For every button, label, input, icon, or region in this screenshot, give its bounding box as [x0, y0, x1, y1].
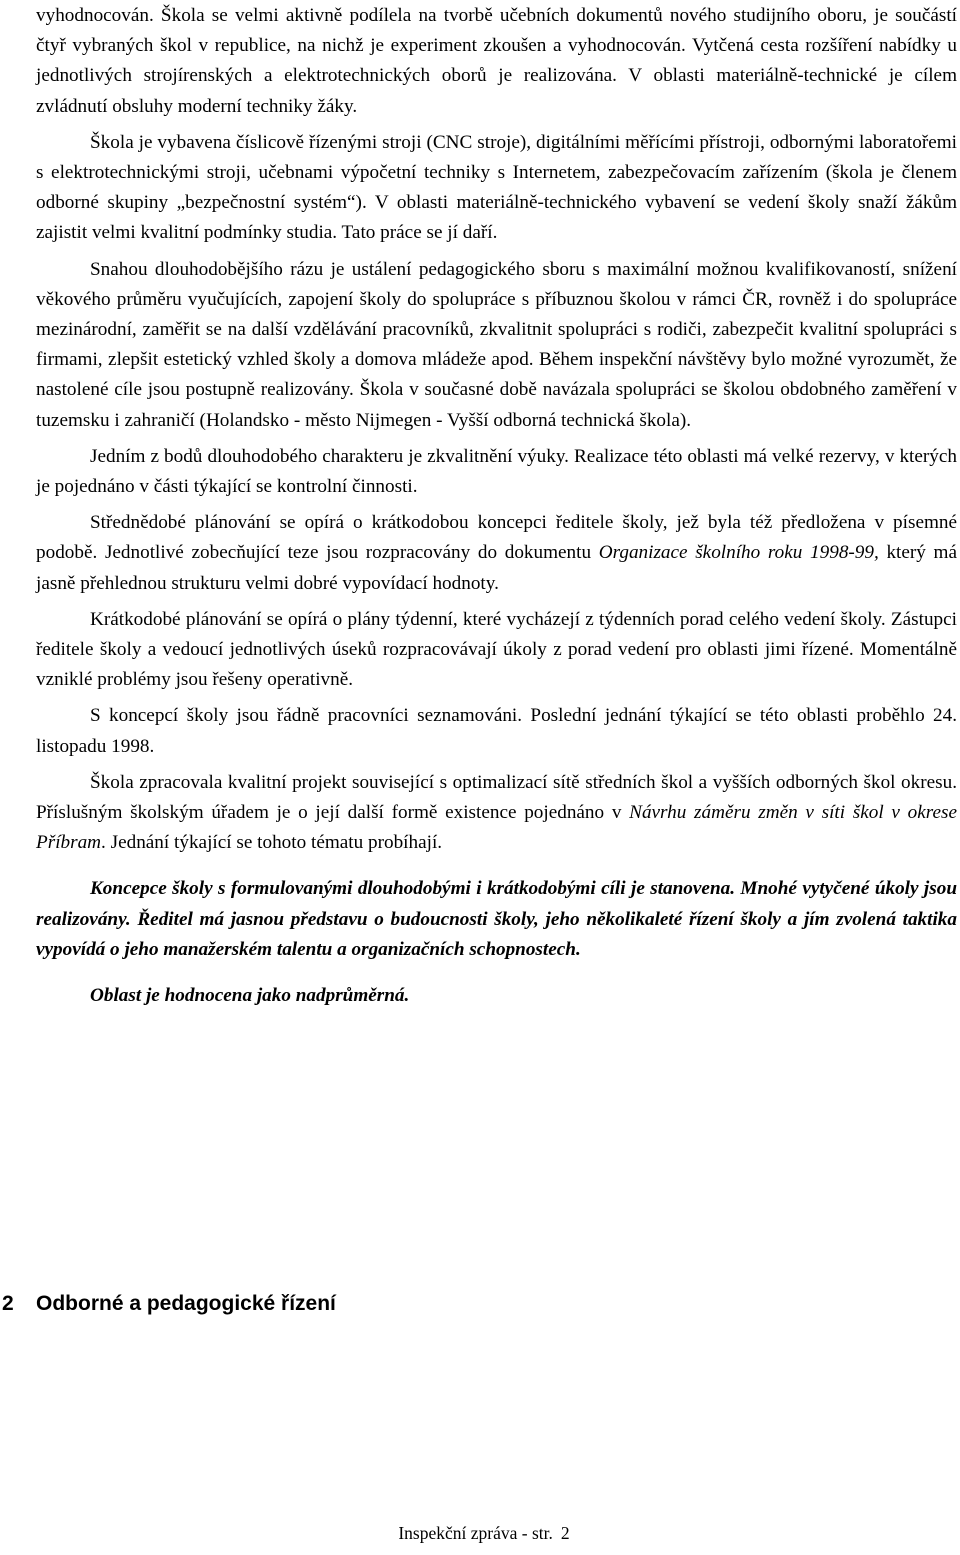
paragraph-text: Střednědobé plánování se opírá o krátkodobou koncepci ředitele školy, jež byla též předložena v písemné podobě. Jednotlivé zobecňující teze jsou rozpracovány do dokumentu [36, 512, 957, 564]
document-page [36, 0, 957, 1011]
page-number: 2 [560, 1523, 570, 1543]
paragraph: Škola je vybavena číslicově řízenými stroji (CNC stroje), digitálními měřícími přístroji, odbornými laboratořemi s elektrotechnickými stroji, učebnami výpočetní techniky s Internetem, zabezpečovacím zařízením (škola je členem odborné skupiny „bezpečnostní systém“). V oblasti materiálně-technického vybavení se vedení školy snaží žákům zajistit velmi kvalitní podmínky studia. Tato práce se jí daří. [36, 131, 957, 244]
paragraph-text: . Jednání týkající se tohoto tématu probíhají. [101, 832, 443, 854]
paragraph: Jedním z bodů dlouhodobého charakteru je zkvalitnění výuky. Realizace této oblasti má velké rezervy, v kterých je pojednáno v části týkající se kontrolní činnosti. [36, 445, 957, 498]
section-title: Odborné a pedagogické řízení [36, 1292, 336, 1315]
document-title-italic: Organizace školního roku 1998-99, [598, 542, 879, 564]
conclusion-paragraph: Koncepce školy s formulovanými dlouhodobými i krátkodobými cíli je stanovena. Mnohé vytyčené úkoly jsou realizovány. Ředitel má jasnou představu o budoucnosti školy, jeho několikaleté řízení školy a jím zvolená taktika vypovídá o jeho manažerském talentu a organizačních schopnostech. [36, 878, 957, 960]
page-footer [0, 1523, 960, 1544]
paragraph: Snahou dlouhodobějšího rázu je ustálení pedagogického sboru s maximální možnou kvalifikovaností, snížení věkového průměru vyučujících, zapojení školy do spolupráce s příbuznou školou v rámci ČR, rovněž i do spolupráce mezinárodní, zaměřit se na další vzdělávání pracovníků, zkvalitnit spolupráci s rodiči, zabezpečit kvalitní spolupráci s firmami, zlepšit estetický vzhled školy a domova mládeže apod. Během inspekční návštěvy bylo možné vyrozumět, že nastolené cíle jsou postupně realizovány. Škola v současné době navázala spolupráci se školou obdobného zaměření v tuzemsku i zahraničí (Holandsko - město Nijmegen - Vyšší odborná technická škola). [36, 258, 957, 431]
paragraph-text: který má jasně přehlednou strukturu velmi dobré vypovídací hodnoty. [36, 542, 957, 594]
document-title-italic: Návrhu záměru změn v síti škol v okrese Příbram [36, 802, 957, 854]
paragraph-text: Škola zpracovala kvalitní projekt související s optimalizací sítě středních škol a vyšších odborných škol okresu. Příslušným školským úřadem je o její další formě existence pojednáno v [36, 771, 957, 824]
evaluation-paragraph: Oblast je hodnocena jako nadprůměrná. [90, 985, 410, 1007]
section-heading [2, 1292, 336, 1316]
paragraph [36, 508, 957, 599]
paragraph [36, 768, 957, 859]
paragraph: Krátkodobé plánování se opírá o plány týdenní, které vycházejí z týdenních porad celého vedení školy. Zástupci ředitele školy a vedoucí jednotlivých úseků rozpracovávají úkoly z porad vedení pro oblasti jimi řízené. Momentálně vzniklé problémy jsou řešeny operativně. [36, 608, 957, 691]
section-number: 2 [2, 1292, 14, 1315]
footer-label: Inspekční zpráva - str. [398, 1523, 553, 1543]
paragraph: vyhodnocován. Škola se velmi aktivně podílela na tvorbě učebních dokumentů nového studijního oboru, je součástí čtyř vybraných škol v republice, na nichž je experiment zkoušen a vyhodnocován. Vytčená cesta rozšíření nabídky u jednotlivých strojírenských a elektrotechnických oborů je realizována. V oblasti materiálně-technické je cílem zvládnutí obsluhy moderní techniky žáky. [36, 5, 957, 117]
paragraph: S koncepcí školy jsou řádně pracovníci seznamováni. Poslední jednání týkající se této oblasti proběhlo 24. listopadu 1998. [36, 705, 957, 757]
